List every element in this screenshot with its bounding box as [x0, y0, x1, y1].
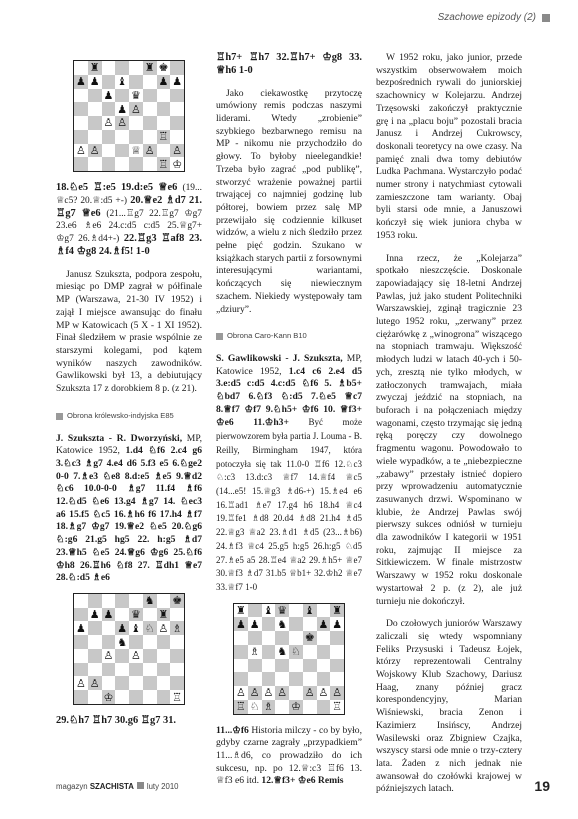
board-square [170, 649, 184, 663]
board-square [157, 144, 171, 158]
board-square [129, 594, 143, 608]
board-square: ♟ [75, 621, 86, 635]
paragraph: Janusz Szukszta, podpora zespołu, miesiąc po DMP zagrał w półfinale MP (Warszawa, 21-30 IV 1952) i zajął I miejsce awansując do finału MP w Katowicach (5 X - 1 XI 1952). Finał śledziłem w prasie wspólnie ze starszymi kolegami, pod kątem wyników naszych zawodników. Gawlikowski był 13, a debiutujący Szukszta 17 z dorobkiem 8 p. (z 21). [56, 268, 202, 395]
opening-label: Obrona królewsko-indyjska E85 [56, 410, 202, 423]
board-square: ♙ [130, 649, 141, 663]
board-square [170, 663, 184, 677]
board-square [157, 649, 171, 663]
board-square [143, 635, 157, 649]
diagram-caption: 11...♔f6 Historia milczy - co by było, gdyby czarne zagrały „przypadkiem” 11...♗d6, co prowadziło do ich sukcesu, np. po 12.♕:c3 ♖f6 13. ♕f3 e6 itd. 12.♕f3+ ♔e6 Remis [216, 724, 362, 787]
board-square [170, 608, 184, 622]
board-square [234, 672, 248, 686]
board-square [248, 604, 262, 618]
board-square: ♗ [263, 700, 274, 714]
board-square: ♟ [249, 617, 260, 631]
board-square [157, 676, 171, 690]
board-square [143, 75, 157, 89]
board-square: ♝ [304, 603, 315, 617]
board-square [262, 631, 276, 645]
board-square [289, 686, 303, 700]
board-square [317, 604, 331, 618]
board-square [234, 631, 248, 645]
board-square [102, 61, 116, 75]
board-square [317, 672, 331, 686]
board-square [115, 130, 129, 144]
section-title: Szachowe epizody (2) [437, 12, 536, 23]
board-square [129, 663, 143, 677]
board-square [248, 672, 262, 686]
board-square [115, 649, 129, 663]
board-square [143, 663, 157, 677]
game-1-moves: 18.♘e5 ♖:e5 19.d:e5 ♕e6 (19... ♕c5? 20.♕:d5 +-) 20.♕e2 ♗d7 21. ♖g7 ♕e6 (21...♖g7 22.♖g7 ♔g7 23.e6 ♗e6 24.c:d5 c:d5 25.♕g7+ ♔g7 26.♗d4+-) 22.♖g3 ♖af8 23. ♗f4 ♔g8 24.♗f5! 1-0 [56, 182, 202, 257]
game-2-finish: ♖h7+ ♖h7 32.♖h7+ ♔g8 33. ♕h6 1-0 [216, 52, 362, 76]
chess-board-1 [73, 60, 185, 172]
board-square: ♛ [130, 88, 141, 102]
magazine-credit: magazyn SZACHISTA luty 2010 [56, 781, 179, 791]
board-square [262, 617, 276, 631]
board-square [170, 130, 184, 144]
board-square [143, 116, 157, 130]
running-header [438, 12, 550, 23]
paragraph: Do czołowych juniorów Warszawy zaliczali się wtedy wspomniany Feliks Przysuski i Tadeusz Łojek, którzy reprezentowali Centralny Wojskowy Klub Szachowy, Dariusz Haag, znany później gracz korespondencyjny, Marian Wiśniewski, bracia Zenon i Kazimierz Insińscy, Andrzej Wasilewski oraz Zbigniew Czajka, wszyscy starsi ode mnie o trzy-cztery lata. Żaden z nich jednak nie awansował do czołówki krajowej w późniejszych latach. [376, 618, 522, 795]
board-square [157, 116, 171, 130]
board-square [234, 659, 248, 673]
board-square [74, 690, 88, 704]
board-square [129, 116, 143, 130]
board-square [74, 102, 88, 116]
footer-square-icon [137, 782, 144, 789]
board-square: ♟ [235, 617, 246, 631]
board-square [262, 672, 276, 686]
board-square [157, 102, 171, 116]
board-square: ♘ [144, 621, 155, 635]
board-square [88, 130, 102, 144]
board-square: ♚ [172, 594, 183, 608]
board-square [143, 89, 157, 103]
board-square [143, 130, 157, 144]
board-square: ♜ [89, 61, 100, 75]
board-square [115, 61, 129, 75]
board-square [330, 672, 344, 686]
column-3 [376, 52, 522, 796]
opening-square-icon [56, 413, 63, 420]
board-square: ♟ [318, 617, 329, 631]
board-square [115, 690, 129, 704]
board-square [330, 659, 344, 673]
board-square [88, 621, 102, 635]
board-square: ♘ [290, 645, 301, 659]
board-square: ♙ [75, 676, 86, 690]
board-square [157, 663, 171, 677]
board-square [289, 617, 303, 631]
board-square [170, 635, 184, 649]
chess-board-2 [73, 593, 185, 705]
paragraph: Jako ciekawostkę przytoczę umówiony remis podczas naszymi liderami. Wtedy „zrobienie” szybkiego bezbarwnego remisu na MP - nikomu nie przychodziło do głowy. To byłoby nieelegandkie! Trzeba było zagrać „pod publikę”, stworzyć wrażenie poważnej partii trwającej co najmniej godzinę lub półtorej, bowiem przez salę MP przewijało się codziennie kilkuset widzów, a wielu z nich śledziło przez pełne pięć godzin. Szukano w książkach starych partii z forsownymi interesującymi wariantami, kończących się niewiecznym szachem. Niekiedy występowały tam „dziury”. [216, 87, 362, 315]
board-square [143, 676, 157, 690]
board-square [102, 663, 116, 677]
board-square [289, 631, 303, 645]
board-square: ♖ [158, 130, 169, 144]
board-square: ♛ [130, 608, 141, 622]
board-square: ♟ [103, 608, 114, 622]
board-square [234, 645, 248, 659]
board-square [115, 594, 129, 608]
board-square: ♙ [172, 143, 183, 157]
board-square: ♙ [89, 676, 100, 690]
board-square [143, 649, 157, 663]
board-square [129, 676, 143, 690]
board-square: ♙ [304, 686, 315, 700]
board-square: ♛ [277, 603, 288, 617]
board-square [248, 659, 262, 673]
page-footer [56, 778, 550, 794]
board-square [289, 604, 303, 618]
board-square [88, 663, 102, 677]
board-square [317, 659, 331, 673]
board-square: ♔ [290, 700, 301, 714]
board-square [102, 75, 116, 89]
board-square [170, 61, 184, 75]
board-square [88, 116, 102, 130]
board-square [74, 157, 88, 171]
board-square [129, 690, 143, 704]
board-square [102, 130, 116, 144]
chess-board-3 [233, 603, 345, 715]
board-square [262, 659, 276, 673]
board-square [115, 89, 129, 103]
board-square: ♜ [144, 61, 155, 75]
board-square [317, 700, 331, 714]
board-square [275, 631, 289, 645]
board-square [74, 130, 88, 144]
board-square: ♙ [117, 116, 128, 130]
game-2-final-moves: 29.♘h7 ♖h7 30.g6 ♖g7 31. [56, 714, 177, 726]
board-square [129, 75, 143, 89]
board-square [74, 635, 88, 649]
board-square: ♙ [277, 686, 288, 700]
board-square [170, 102, 184, 116]
board-square [170, 676, 184, 690]
board-square: ♙ [249, 686, 260, 700]
board-square: ♝ [117, 75, 128, 89]
board-square: ♚ [304, 631, 315, 645]
board-square [275, 659, 289, 673]
board-square [88, 89, 102, 103]
board-square: ♘ [249, 700, 260, 714]
board-square [129, 130, 143, 144]
board-square [289, 672, 303, 686]
board-square [317, 645, 331, 659]
board-square: ♜ [235, 603, 246, 617]
board-square: ♚ [158, 61, 169, 75]
board-square [289, 659, 303, 673]
board-square [102, 676, 116, 690]
board-square [102, 594, 116, 608]
header-square-icon [542, 14, 550, 22]
board-square: ♙ [130, 102, 141, 116]
page-number: 19 [534, 778, 550, 794]
board-square [88, 635, 102, 649]
board-square [157, 690, 171, 704]
board-square [129, 635, 143, 649]
board-square: ♝ [263, 603, 274, 617]
board-square: ♙ [103, 116, 114, 130]
board-square: ♙ [75, 143, 86, 157]
board-square: ♜ [332, 603, 343, 617]
paragraph: W 1952 roku, jako junior, przede wszystkim obserwowałem moich bezpośrednich rywali do juniorskiej szachownicy w Kolejarzu. Andrzej Trzęsowski zakończył praktycznie grę i na „placu boju” pozostali bracia Janusz i Andrzej Cukrowscy, doskonali teoretycy na owe czasy. Na pamięć znali dwa tomy debiutów Ludka Pachmana. Wystarczyło podać numer strony i natychmiast cytowali zamieszczone tam warianty. Obaj byli starsi ode mnie, a Januszowi kończył się wiek juniora chyba w 1953 roku. [376, 52, 522, 241]
board-square [262, 645, 276, 659]
board-square: ♞ [277, 617, 288, 631]
board-square [102, 621, 116, 635]
board-square [88, 102, 102, 116]
board-square [275, 672, 289, 686]
board-square [303, 700, 317, 714]
board-square: ♙ [103, 649, 114, 663]
board-square: ♜ [158, 608, 169, 622]
board-square: ♗ [249, 645, 260, 659]
board-square [157, 635, 171, 649]
board-square: ♙ [89, 143, 100, 157]
board-square [74, 116, 88, 130]
board-square [170, 89, 184, 103]
board-square [102, 102, 116, 116]
board-square [157, 89, 171, 103]
board-square [143, 690, 157, 704]
board-square: ♟ [89, 608, 100, 622]
board-square [88, 157, 102, 171]
board-square [115, 676, 129, 690]
game-2-header: J. Szukszta - R. Dworzyński, MP, Katowice 1952, 1.d4 ♘f6 2.c4 g6 3.♘c3 ♗g7 4.e4 d6 5.f3 e5 6.♘ge2 0-0 7.♗e3 ♘e8 8.d:e5 ♗e5 9.♕d2 ♘c6 10.0-0-0 ♗g7 11.f4 ♗f6 12.♘d5 ♘e6 13.g4 ♗g7 14. ♘ec3 a6 15.f5 ♘c5 16.♗h6 f6 17.h4 ♗f7 18.♗g7 ♔g7 19.♕e2 ♘e5 20.♘g6 ♘:g6 21.g5 hg5 22. h:g5 ♗d7 23.♕h5 ♘e5 24.♕g6 ♔g6 25.♘f6 ♔h8 26.♖h6 ♘f8 27. ♖dh1 ♕e7 28.♘:d5 ♗e6 [56, 432, 202, 584]
board-square: ♔ [172, 157, 183, 171]
board-square: ♞ [277, 645, 288, 659]
opening-label: Obrona Caro-Kann B10 [216, 330, 362, 343]
board-square [74, 608, 88, 622]
board-square [143, 102, 157, 116]
board-square: ♟ [89, 75, 100, 89]
board-square [74, 649, 88, 663]
board-square [303, 672, 317, 686]
board-square [102, 635, 116, 649]
board-square: ♞ [144, 594, 155, 608]
board-square [129, 157, 143, 171]
board-square [143, 608, 157, 622]
board-square [303, 659, 317, 673]
board-square [74, 594, 88, 608]
board-square: ♖ [235, 700, 246, 714]
board-square [115, 144, 129, 158]
board-square [317, 631, 331, 645]
board-square: ♟ [172, 75, 183, 89]
board-square: ♟ [158, 75, 169, 89]
board-square [102, 157, 116, 171]
board-square: ♙ [158, 621, 169, 635]
board-square [74, 61, 88, 75]
board-square [330, 631, 344, 645]
column-2 [216, 52, 362, 788]
board-square [88, 594, 102, 608]
board-square: ♟ [75, 75, 86, 89]
board-square [170, 116, 184, 130]
board-square [275, 700, 289, 714]
board-square [115, 663, 129, 677]
board-square [102, 144, 116, 158]
board-square: ♙ [144, 143, 155, 157]
board-square: ♟ [332, 617, 343, 631]
board-square: ♟ [117, 621, 128, 635]
board-square [88, 649, 102, 663]
board-square: ♞ [117, 635, 128, 649]
board-square [303, 617, 317, 631]
board-square: ♙ [235, 686, 246, 700]
board-square [74, 89, 88, 103]
game-3-header: S. Gawlikowski - J. Szukszta, MP, Katowice 1952, 1.c4 c6 2.e4 d5 3.e:d5 c:d5 4.c:d5 ♘f6 5. ♗b5+ ♘bd7 6.♘f3 ♘:d5 7.♘e5 ♕c7 8.♕f7 ♔f7 9.♘h5+ ♔f6 10. ♕f3+ ♔e6 11.♔h3+ Być może pierwowzorem była partia J. Louma - B. Reilly, Birmingham 1947, która potoczyła się tak 11.0-0 ♖f6 12.♘c3 ♘:c3 13.d:c3 ♕f7 14.♕f4 ♕c5 (14...e5! 15.♕g3 ♗d6-+) 15.♗e4 e6 16.♖ad1 ♗e7 17.g4 h6 18.h4 ♕c4 19.♖fe1 ♗d8 20.d4 ♗d8 21.h4 ♗d5 22.♕g3 ♕a2 23.♗d1 ♗d5 (23...♗b6) 24.♗f3 ♕c4 25.g5 h:g5 26.h:g5 ♘d5 27.♗e5 a5 28.♖e4 ♕a2 29.♗h5+ ♕e7 30.♕f3 ♗d7 31.b5 ♕b1+ 32.♔h2 ♕e7 33.♕f7 1-0 [216, 352, 363, 592]
board-square: ♖ [332, 700, 343, 714]
board-square: ♟ [103, 88, 114, 102]
board-square: ♖ [172, 690, 183, 704]
board-square [129, 61, 143, 75]
board-square: ♖ [158, 157, 169, 171]
board-square [303, 645, 317, 659]
board-square: ♙ [263, 686, 274, 700]
board-square [74, 663, 88, 677]
board-square [143, 157, 157, 171]
board-square: ♗ [172, 621, 183, 635]
board-square: ♔ [103, 690, 114, 704]
board-square: ♙ [318, 686, 329, 700]
board-square: ♝ [130, 621, 141, 635]
column-1 [56, 52, 202, 728]
board-square [248, 631, 262, 645]
board-square: ♙ [332, 686, 343, 700]
paragraph: Inna rzecz, że „Kolejarza” spotkało nieszczęście. Doskonale zapowiadający się 18-letni Andrzej Pawlas, już jako student Politechniki Warszawskiej, zginął tragicznie 23 lutego 1952 roku, „zerwany” przez ciężarówkę z „winogrona” wiszącego na stopniach tramwaju. Większość młodych ludzi w latach 40-ych i 50-ych, zresztą nie tylko młodych, w zatłoczonych tramwajach, miała zwyczaj jeździć na stopniach, na buforach i na połączeniach między wagonami, często trzymając się jedną ręką poręczy czy dowolnego fragmentu wagonu. Powodowało to wiele wypadków, a te „niebezpieczne „zabawy” przestały istnieć dopiero przy wprowadzeniu automatycznie zasuwanych drzwi. Wspominano w klubie, że Andrzej Pawlas swój pierwszy sukces odniósł w turnieju dla zawodników I kategorii w 1951 roku, zajmując II miejsce za Sitkiewiczem. W finale mistrzostw Warszawy w 1952 roku doskonale wystartował 2 p. (z 2), ale już turnieju nie dokończył. [376, 252, 522, 607]
board-square [157, 594, 171, 608]
board-square [115, 157, 129, 171]
board-square [88, 690, 102, 704]
board-square: ♕ [130, 143, 141, 157]
opening-square-icon [216, 333, 223, 340]
board-square: ♟ [117, 102, 128, 116]
board-square [330, 645, 344, 659]
board-square [115, 608, 129, 622]
